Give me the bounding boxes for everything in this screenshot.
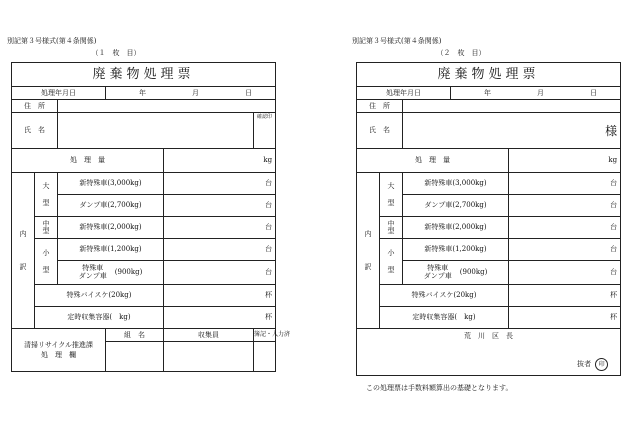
item-label: 新特殊車(3,000kg) <box>403 173 509 195</box>
address-field[interactable] <box>58 100 276 113</box>
address-field[interactable] <box>403 100 621 113</box>
bike-label: 特殊バイスケ(20kg) <box>380 285 509 307</box>
amount-label: 処 理 量 <box>357 149 509 173</box>
container-count-field[interactable]: 杯 <box>164 307 276 329</box>
collector-header: 収集員 <box>164 329 254 342</box>
entry-field[interactable] <box>254 342 276 372</box>
special-count-field[interactable]: 台 <box>164 261 276 285</box>
amount-field[interactable] <box>509 149 621 173</box>
extract-label: 抜者 <box>577 360 592 368</box>
large-label: 大 型 <box>35 173 58 217</box>
date-field[interactable] <box>106 87 276 100</box>
form-table <box>356 62 621 376</box>
seal-icon: 印 <box>595 358 608 371</box>
month-label: 月 <box>537 88 545 97</box>
amount-field[interactable] <box>164 149 276 173</box>
ward-chief-block <box>357 329 621 376</box>
bike-count-field[interactable]: 杯 <box>509 285 621 307</box>
large-label: 大 型 <box>380 173 403 217</box>
month-label: 月 <box>192 88 200 97</box>
small-label: 小 型 <box>380 239 403 285</box>
item-label: 新特殊車(2,000kg) <box>403 217 509 239</box>
item-label: 新特殊車(1,200kg) <box>58 239 164 261</box>
date-label: 処理年月日 <box>357 87 451 100</box>
medium-label: 中 型 <box>380 217 403 239</box>
item-count-field[interactable]: 台 <box>509 173 621 195</box>
form-title: 廃棄物処理票 <box>12 63 276 87</box>
name-field[interactable] <box>58 113 254 149</box>
medium-label: 中 型 <box>35 217 58 239</box>
group-name-header: 組 名 <box>106 329 164 342</box>
address-label: 住 所 <box>357 100 403 113</box>
item-label: 新特殊車(2,000kg) <box>58 217 164 239</box>
item-count-field[interactable]: 台 <box>164 217 276 239</box>
amount-label: 処 理 量 <box>12 149 164 173</box>
bike-count-field[interactable]: 杯 <box>164 285 276 307</box>
item-count-field[interactable]: 台 <box>164 195 276 217</box>
name-field[interactable] <box>403 113 621 149</box>
day-label: 日 <box>245 88 253 97</box>
group-name-field[interactable] <box>106 342 164 372</box>
item-label: 新特殊車(3,000kg) <box>58 173 164 195</box>
item-label: ダンプ車(2,700kg) <box>403 195 509 217</box>
footnote: この処理票は手数料額算出の基礎となります。 <box>366 384 513 392</box>
small-label: 小 型 <box>35 239 58 285</box>
item-count-field[interactable]: 台 <box>509 217 621 239</box>
sheet-number: （２ 枚 目） <box>436 49 486 57</box>
sheet-number: （１ 枚 目） <box>91 49 141 57</box>
form-title: 廃棄物処理票 <box>357 63 621 87</box>
confirm-stamp-box[interactable] <box>254 113 276 149</box>
special-truck-label: 特殊車 ダンプ車 (900kg) <box>403 261 509 285</box>
breakdown-label: 内 訳 <box>12 173 35 329</box>
day-label: 日 <box>590 88 598 97</box>
year-label: 年 <box>139 88 147 97</box>
form-header: 別記第３号様式(第４条関係) <box>352 37 442 45</box>
special-count-field[interactable]: 台 <box>509 261 621 285</box>
year-label: 年 <box>484 88 492 97</box>
breakdown-label: 内 訳 <box>357 173 380 329</box>
honorific: 様 <box>605 123 618 138</box>
item-count-field[interactable]: 台 <box>509 195 621 217</box>
entry-header: 簿記・入力済 <box>254 329 276 342</box>
item-label: 新特殊車(1,200kg) <box>403 239 509 261</box>
name-label: 氏 名 <box>12 113 58 149</box>
item-count-field[interactable]: 台 <box>164 239 276 261</box>
name-label: 氏 名 <box>357 113 403 149</box>
date-field[interactable] <box>451 87 621 100</box>
ward-chief-label: 荒 川 区 長 <box>464 332 514 340</box>
amount-unit: kg <box>608 156 618 164</box>
date-label: 処理年月日 <box>12 87 106 100</box>
bike-label: 特殊バイスケ(20kg) <box>35 285 164 307</box>
dept-label: 清掃リサイクル推進課 処 理 欄 <box>12 329 106 372</box>
item-label: ダンプ車(2,700kg) <box>58 195 164 217</box>
item-count-field[interactable]: 台 <box>509 239 621 261</box>
special-truck-label: 特殊車 ダンプ車 (900kg) <box>58 261 164 285</box>
container-label: 定時収集容器( kg) <box>380 307 509 329</box>
collector-field[interactable] <box>164 342 254 372</box>
container-label: 定時収集容器( kg) <box>35 307 164 329</box>
container-count-field[interactable]: 杯 <box>509 307 621 329</box>
confirm-stamp-label: 確認印 <box>257 114 273 120</box>
form-table <box>11 62 291 372</box>
item-count-field[interactable]: 台 <box>164 173 276 195</box>
amount-unit: kg <box>263 156 273 164</box>
address-label: 住 所 <box>12 100 58 113</box>
form-header: 別記第３号様式(第４条関係) <box>7 37 97 45</box>
